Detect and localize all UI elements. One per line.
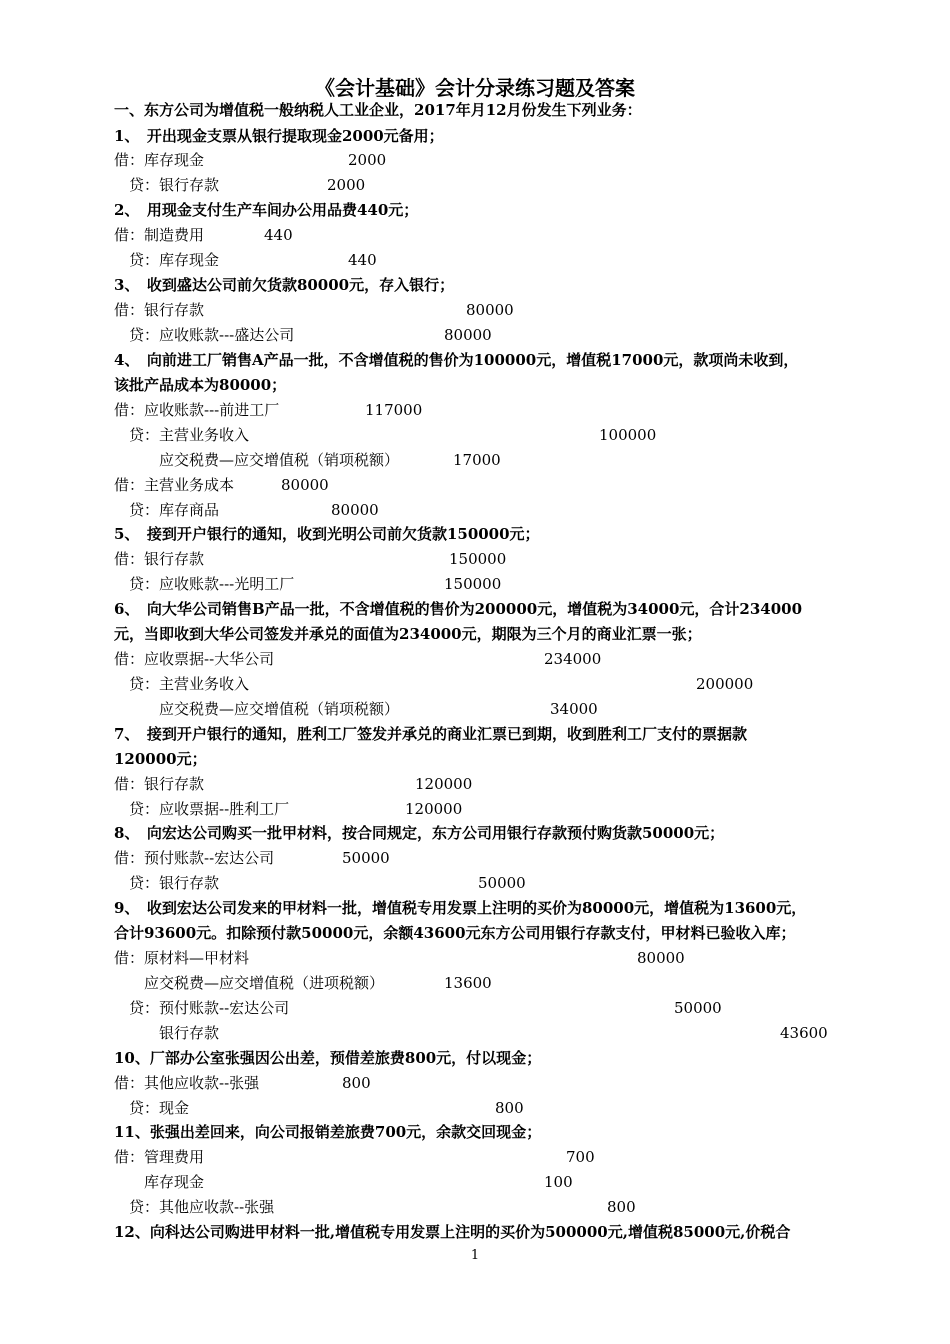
entry-amount: 80000	[281, 476, 329, 494]
entry-amount: 34000	[550, 700, 598, 718]
question-line: 120000元；	[114, 750, 207, 768]
entry-amount: 800	[342, 1074, 371, 1092]
question-line: 11、张强出差回来，向公司报销差旅费700元，余款交回现金；	[114, 1123, 542, 1141]
entry-amount: 17000	[453, 451, 501, 469]
journal-entry-line: 贷：应收票据--胜利工厂	[114, 800, 290, 818]
entry-amount: 50000	[674, 999, 722, 1017]
journal-entry-line: 借：应收账款---前进工厂	[114, 401, 280, 419]
question-line: 7、 接到开户银行的通知，胜利工厂签发并承兑的商业汇票已到期，收到胜利工厂支付的票据款	[114, 725, 747, 743]
entry-amount: 80000	[466, 301, 514, 319]
entry-amount: 2000	[327, 176, 366, 194]
journal-entry-line: 贷：现金	[114, 1099, 190, 1117]
journal-entry-line: 贷：应收账款---光明工厂	[114, 575, 295, 593]
journal-entry-line: 银行存款	[114, 1024, 220, 1042]
entry-amount: 440	[348, 251, 377, 269]
entry-amount: 43600	[780, 1024, 828, 1042]
journal-entry-line: 贷：预付账款--宏达公司	[114, 999, 290, 1017]
journal-entry-line: 借：银行存款	[114, 301, 205, 319]
entry-amount: 150000	[444, 575, 502, 593]
question-line: 元，当即收到大华公司签发并承兑的面值为234000元，期限为三个月的商业汇票一张；	[114, 625, 702, 643]
journal-entry-line: 应交税费—应交增值税（进项税额）	[114, 974, 385, 992]
entry-amount: 234000	[544, 650, 602, 668]
entry-amount: 13600	[444, 974, 492, 992]
entry-amount: 800	[607, 1198, 636, 1216]
question-line: 2、 用现金支付生产车间办公用品费440元；	[114, 201, 419, 219]
entry-amount: 80000	[331, 501, 379, 519]
entry-amount: 100000	[599, 426, 657, 444]
entry-amount: 50000	[478, 874, 526, 892]
journal-entry-line: 借：库存现金	[114, 151, 205, 169]
entry-amount: 200000	[696, 675, 754, 693]
journal-entry-line: 贷：其他应收款--张强	[114, 1198, 275, 1216]
question-line: 12、向科达公司购进甲材料一批,增值税专用发票上注明的买价为500000元,增值税85000元,价税合	[114, 1223, 791, 1241]
journal-entry-line: 贷：银行存款	[114, 176, 220, 194]
question-line: 3、 收到盛达公司前欠货款80000元，存入银行；	[114, 276, 455, 294]
journal-entry-line: 借：预付账款--宏达公司	[114, 849, 275, 867]
journal-entry-line: 应交税费—应交增值税（销项税额）	[114, 451, 400, 469]
entry-amount: 2000	[348, 151, 387, 169]
entry-amount: 80000	[637, 949, 685, 967]
question-line: 8、 向宏达公司购买一批甲材料，按合同规定，东方公司用银行存款预付购货款50000元；	[114, 824, 725, 842]
journal-entry-line: 借：管理费用	[114, 1148, 205, 1166]
entry-amount: 120000	[405, 800, 463, 818]
journal-entry-line: 贷：主营业务收入	[114, 675, 250, 693]
journal-entry-line: 贷：库存商品	[114, 501, 220, 519]
journal-entry-line: 借：银行存款	[114, 775, 205, 793]
page-number: 1	[470, 1248, 480, 1263]
journal-entry-line: 借：主营业务成本	[114, 476, 235, 494]
entry-amount: 80000	[444, 326, 492, 344]
page-title: 《会计基础》会计分录练习题及答案	[315, 76, 635, 100]
journal-entry-line: 借：原材料—甲材料	[114, 949, 250, 967]
question-line: 该批产品成本为80000；	[114, 376, 287, 394]
entry-amount: 50000	[342, 849, 390, 867]
journal-entry-line: 借：应收票据--大华公司	[114, 650, 275, 668]
journal-entry-line: 借：制造费用	[114, 226, 205, 244]
entry-amount: 800	[495, 1099, 524, 1117]
journal-entry-line: 贷：银行存款	[114, 874, 220, 892]
question-line: 1、 开出现金支票从银行提取现金2000元备用；	[114, 127, 444, 145]
journal-entry-line: 贷：应收账款---盛达公司	[114, 326, 295, 344]
entry-amount: 150000	[449, 550, 507, 568]
entry-amount: 440	[264, 226, 293, 244]
question-line: 10、厂部办公室张强因公出差，预借差旅费800元，付以现金；	[114, 1049, 542, 1067]
entry-amount: 700	[566, 1148, 595, 1166]
journal-entry-line: 贷：库存现金	[114, 251, 220, 269]
journal-entry-line: 借：其他应收款--张强	[114, 1074, 260, 1092]
journal-entry-line: 应交税费—应交增值税（销项税额）	[114, 700, 400, 718]
entry-amount: 120000	[415, 775, 473, 793]
question-line: 9、 收到宏达公司发来的甲材料一批，增值税专用发票上注明的买价为80000元，增值税为13600元，	[114, 899, 807, 917]
question-line: 6、 向大华公司销售B产品一批，不含增值税的售价为200000元，增值税为34000元，合计234000	[114, 600, 803, 618]
question-line: 4、 向前进工厂销售A产品一批，不含增值税的售价为100000元，增值税17000元，款项尚未收到，	[114, 351, 799, 369]
journal-entry-line: 贷：主营业务收入	[114, 426, 250, 444]
journal-entry-line: 借：银行存款	[114, 550, 205, 568]
journal-entry-line: 库存现金	[114, 1173, 205, 1191]
question-line: 一、东方公司为增值税一般纳税人工业企业，2017年月12月份发生下列业务：	[114, 101, 642, 119]
question-line: 5、 接到开户银行的通知，收到光明公司前欠货款150000元；	[114, 525, 540, 543]
entry-amount: 117000	[365, 401, 423, 419]
question-line: 合计93600元。扣除预付款50000元，余额43600元东方公司用银行存款支付，甲材料已验收入库；	[114, 924, 796, 942]
entry-amount: 100	[544, 1173, 573, 1191]
